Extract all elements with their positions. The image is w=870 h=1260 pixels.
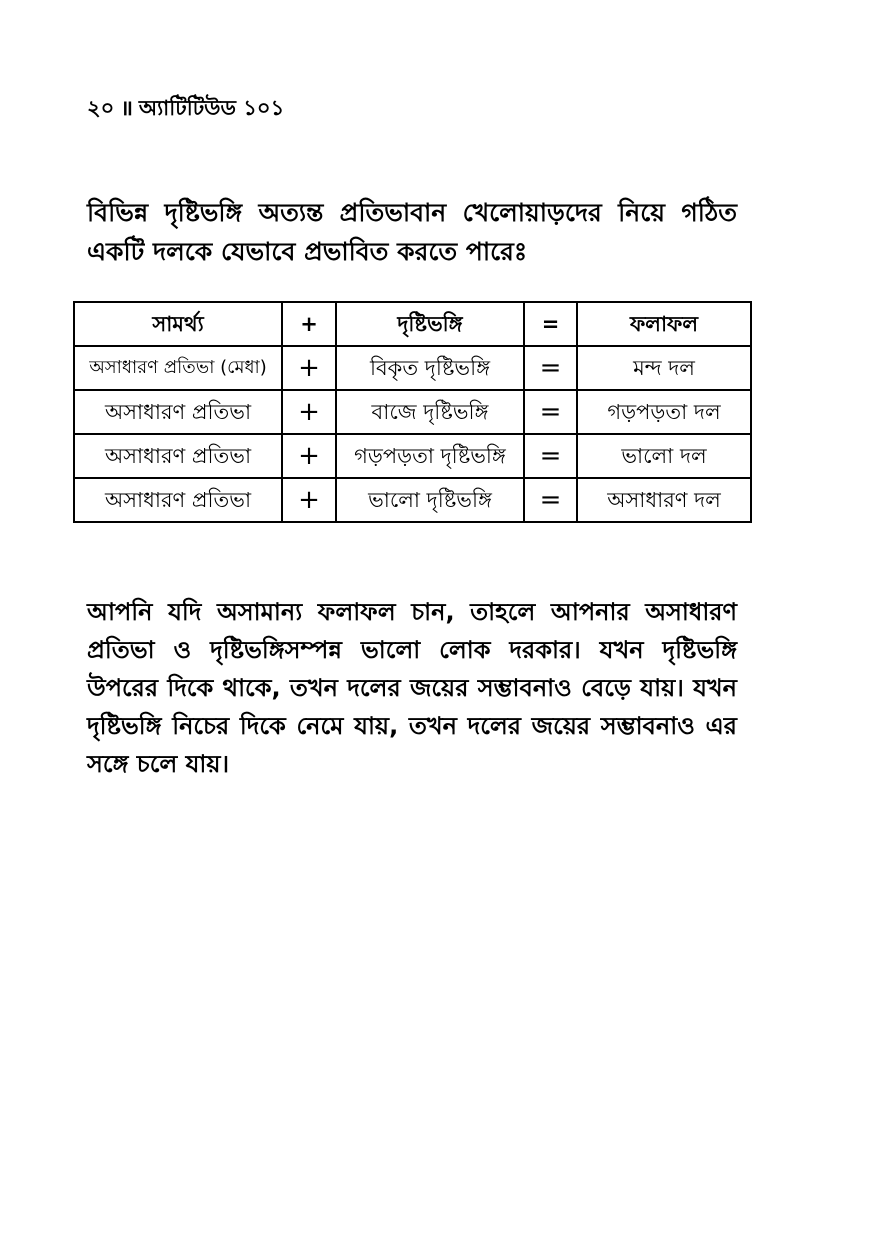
header-plus: + [282, 302, 336, 346]
page-number: ২০ [87, 96, 115, 120]
cell-ability: অসাধারণ প্রতিভা (মেধা) [74, 346, 282, 390]
cell-equals: = [524, 346, 577, 390]
cell-ability: অসাধারণ প্রতিভা [74, 390, 282, 434]
ability-attitude-table [73, 301, 752, 523]
header-ability: সামর্থ্য [74, 302, 282, 346]
header-separator: ॥ [120, 96, 133, 120]
cell-plus: + [282, 346, 336, 390]
cell-ability: অসাধারণ প্রতিভা [74, 478, 282, 522]
cell-attitude: বিকৃত দৃষ্টিভঙ্গি [336, 346, 524, 390]
intro-paragraph: বিভিন্ন দৃষ্টিভঙ্গি অত্যন্ত প্রতিভাবান খেলোয়াড়দের নিয়ে গঠিত একটি দলকে যেভাবে প্রভাবিত করতে পারেঃ [87, 198, 737, 266]
cell-result: অসাধারণ দল [577, 478, 751, 522]
header-result: ফলাফল [577, 302, 751, 346]
cell-equals: = [524, 434, 577, 478]
cell-attitude: বাজে দৃষ্টিভঙ্গি [336, 390, 524, 434]
table-row [74, 478, 751, 522]
header-attitude: দৃষ্টিভঙ্গি [336, 302, 524, 346]
cell-result: ভালো দল [577, 434, 751, 478]
table-header-row [74, 302, 751, 346]
cell-result: গড়পড়তা দল [577, 390, 751, 434]
table-row [74, 346, 751, 390]
book-title: অ্যাটিটিউড ১০১ [138, 96, 285, 120]
conclusion-paragraph: আপনি যদি অসামান্য ফলাফল চান, তাহলে আপনার অসাধারণ প্রতিভা ও দৃষ্টিভঙ্গিসম্পন্ন ভালো লোক দরকার। যখন দৃষ্টিভঙ্গি উপরের দিকে থাকে, তখন দলের জয়ের সম্ভাবনাও বেড়ে যায়। যখন দৃষ্টিভঙ্গি নিচের দিকে নেমে যায়, তখন দলের জয়ের সম্ভাবনাও এর সঙ্গে চলে যায়। [87, 598, 737, 778]
table-row [74, 434, 751, 478]
header-equals: = [524, 302, 577, 346]
cell-result: মন্দ দল [577, 346, 751, 390]
cell-attitude: ভালো দৃষ্টিভঙ্গি [336, 478, 524, 522]
cell-equals: = [524, 478, 577, 522]
cell-equals: = [524, 390, 577, 434]
page-header [87, 92, 284, 127]
cell-plus: + [282, 390, 336, 434]
table-row [74, 390, 751, 434]
cell-plus: + [282, 434, 336, 478]
cell-attitude: গড়পড়তা দৃষ্টিভঙ্গি [336, 434, 524, 478]
cell-ability: অসাধারণ প্রতিভা [74, 434, 282, 478]
cell-plus: + [282, 478, 336, 522]
